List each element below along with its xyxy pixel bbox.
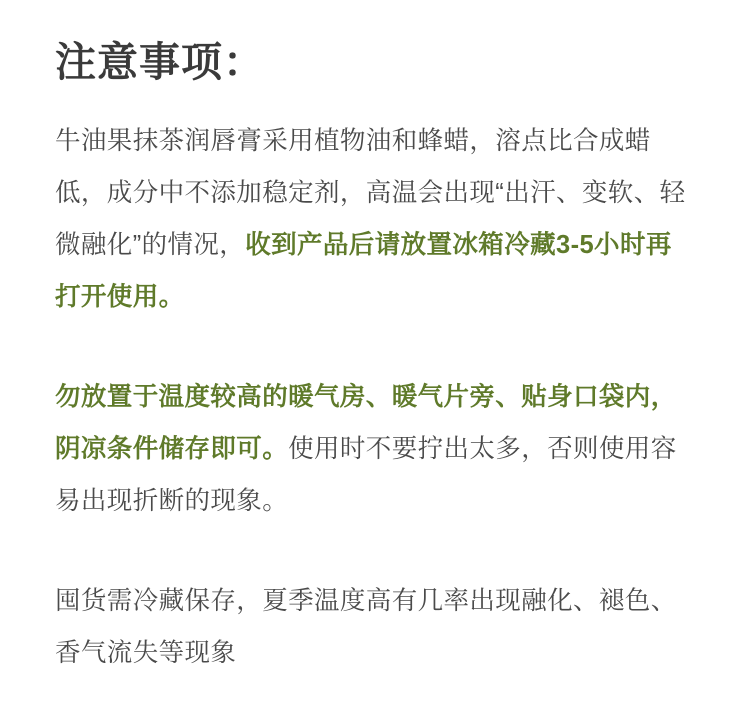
paragraph-stockpile-warning: [55, 575, 695, 679]
paragraph-text-normal: 牛油果抹茶润唇膏采用植物油和蜂蜡，溶点比合成蜡低，成分中不添加稳定剂，高温会出现“出汗、变软、轻微融化”的情况，: [55, 127, 686, 260]
paragraph-text-normal: 囤货需冷藏保存，夏季温度高有几率出现融化、褪色、香气流失等现象: [55, 587, 677, 668]
paragraph-text-highlight: 勿放置于温度较高的暖气房、暖气片旁、贴身口袋内，阴凉条件储存即可。: [55, 383, 677, 464]
paragraph-text-highlight: 收到产品后请放置冰箱冷藏3-5小时再打开使用。: [55, 231, 672, 312]
paragraph-storage-warning: [55, 115, 695, 323]
page-title: 注意事项：: [55, 39, 265, 85]
paragraph-text-normal: 使用时不要拧出太多，否则使用容易出现折断的现象。: [55, 435, 677, 516]
paragraph-placement-warning: [55, 371, 695, 527]
